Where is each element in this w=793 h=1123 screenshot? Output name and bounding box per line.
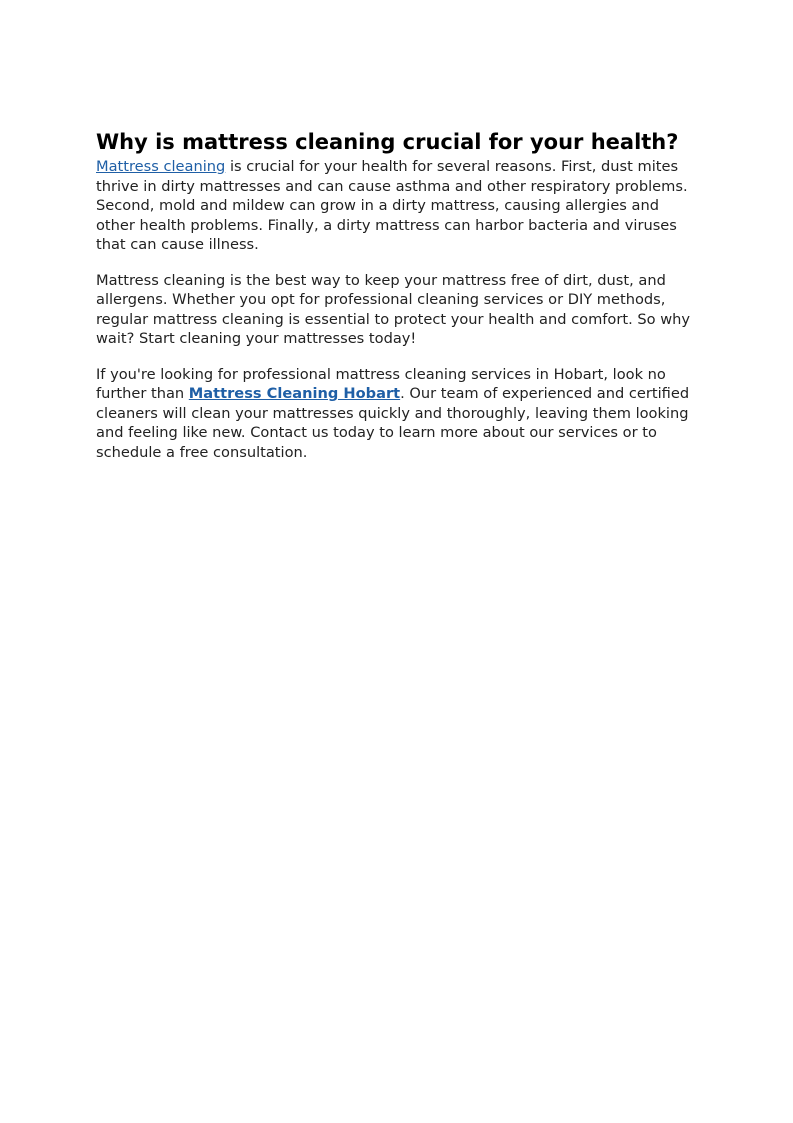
paragraph-1 [96, 157, 700, 255]
paragraph-3-text-before: If you're looking for professional mattress cleaning services in Hobart, look no further than [96, 365, 666, 402]
document-page [96, 128, 700, 478]
page-title: Why is mattress cleaning crucial for your health? [96, 130, 679, 154]
paragraph-3 [96, 365, 700, 463]
paragraph-2 [96, 271, 700, 349]
mattress-cleaning-hobart-link[interactable]: Mattress Cleaning Hobart [188, 385, 401, 402]
paragraph-3-text-after: . Our team of experienced and certified cleaners will clean your mattresses quickly and thoroughly, leaving them looking and feeling like new. Contact us today to learn more about our services or to schedule a free consultation. [96, 385, 690, 461]
paragraph-1-text: is crucial for your health for several reasons. First, dust mites thrive in dirty mattresses and can cause asthma and other respiratory problems. Second, mold and mildew can grow in a dirty mattress, causing allergies and other health problems. Finally, a dirty mattress can harbor bacteria and viruses that can cause illness. [96, 158, 688, 253]
mattress-cleaning-link[interactable]: Mattress cleaning [96, 158, 226, 175]
paragraph-2-text: Mattress cleaning is the best way to keep your mattress free of dirt, dust, and allergens. Whether you opt for professional cleaning services or DIY methods, regular mattress cleaning is essential to protect your health and comfort. So why wait? Start cleaning your mattresses today! [96, 271, 691, 347]
